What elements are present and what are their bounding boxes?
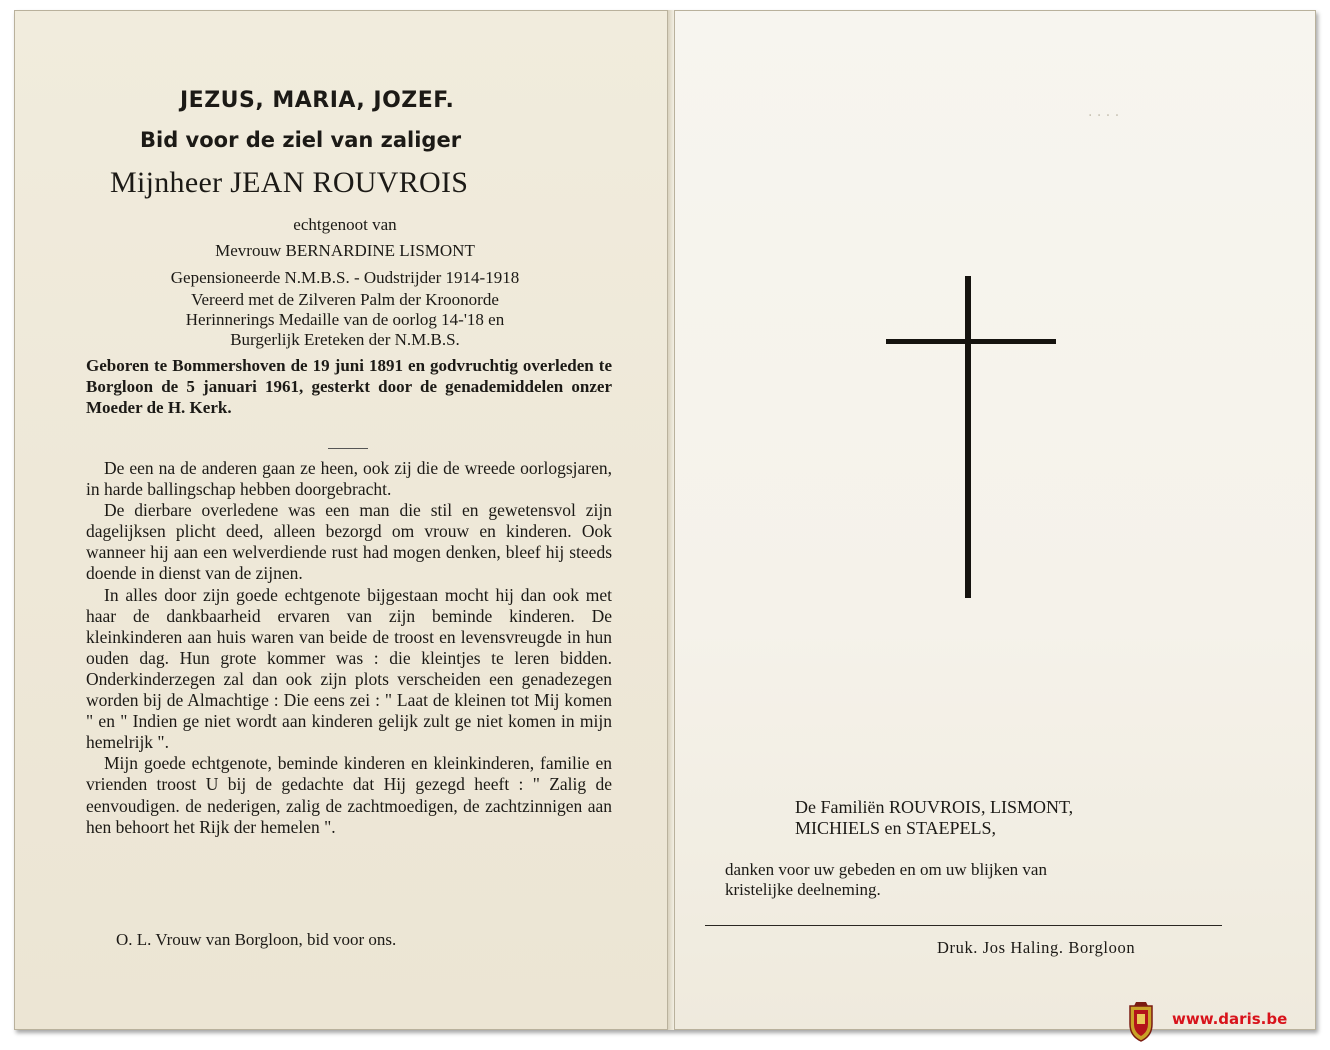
- title-line: Gepensioneerde N.M.B.S. - Oudstrijder 1914-1918: [170, 268, 520, 287]
- cross-horizontal-bar: [886, 339, 1056, 344]
- invocation-heading: JEZUS, MARIA, JOZEF.: [180, 88, 455, 113]
- thanks-line-1: danken voor uw gebeden en om uw blijken van: [725, 860, 1047, 879]
- section-divider: [328, 448, 368, 449]
- deceased-name: JEAN ROUVROIS: [230, 166, 469, 199]
- title-line: Burgerlijk Ereteken der N.M.B.S.: [230, 330, 460, 349]
- eulogy-paragraph: In alles door zijn goede echtgenote bijgestaan mocht hij dan ook met haar de dankbaarheid ervaren van zijn beminde kinderen. De kleinkinderen aan huis waren van beide de troost en levensvreugde in hun ouden dag. Hun grote kommer was : die kleintjes te leren bidden. Onderkinderzegen zal dan ook zijn plots verscheiden een genadezegen worden bij de Almachtige : Die eens zei : " Laat de kleinen tot Mij komen " en " Indien ge niet wordt aan kinderen gelijk zult ge niet komen in mijn hemelrijk ".: [86, 584, 612, 753]
- thanks-line-2: kristelijke deelneming.: [725, 880, 881, 899]
- title-line: Herinnerings Medaille van de oorlog 14-'18 en: [185, 310, 505, 329]
- cross-vertical-bar: [965, 276, 971, 598]
- prayer-request: Bid voor de ziel van zaliger: [140, 128, 462, 152]
- birth-death-statement: Geboren te Bommershoven de 19 juni 1891 en godvruchtig overleden te Borgloon de 5 januari 1961, gesterkt door de genademiddelen onzer Moeder de H. Kerk.: [86, 356, 612, 417]
- eulogy-paragraph: Mijn goede echtgenote, beminde kinderen en kleinkinderen, familie en vrienden troost U bij de gedachte dat Hij gezegd heeft : " Zalig de eenvoudigen. de nederigen, zalig de zachtmoedigen, de zachtzinnigen aan hen behoort het Rijk der hemelen ".: [86, 753, 612, 837]
- spouse-intro: echtgenoot van: [293, 215, 397, 234]
- printer-rule: [705, 925, 1222, 926]
- name-prefix: Mijnheer: [110, 166, 223, 199]
- website-watermark[interactable]: www.daris.be: [1172, 1010, 1288, 1028]
- title-line: Vereerd met de Zilveren Palm der Kroonorde: [191, 290, 499, 309]
- eulogy-paragraph: De dierbare overledene was een man die stil en gewetensvol zijn dagelijksen plicht deed, alleen bezorgd om vrouw en kinderen. Ook wanneer hij aan een welverdiende rust had mogen denken, bleef hij steeds doende in dienst van de zijnen.: [86, 500, 612, 584]
- spouse-name: Mevrouw BERNARDINE LISMONT: [215, 241, 475, 260]
- families-line-1: De Familiën ROUVROIS, LISMONT,: [795, 797, 1074, 817]
- deceased-name-line: [110, 166, 468, 200]
- eulogy-text: [86, 458, 612, 838]
- coat-of-arms-icon: [1126, 1000, 1156, 1042]
- printer-credit: Druk. Jos Haling. Borgloon: [937, 938, 1136, 957]
- faint-stamp: · · · ·: [1088, 108, 1120, 124]
- families-line-2: MICHIELS en STAEPELS,: [795, 818, 997, 838]
- closing-prayer: O. L. Vrouw van Borgloon, bid voor ons.: [116, 930, 397, 949]
- eulogy-paragraph: De een na de anderen gaan ze heen, ook zij die de wreede oorlogsjaren, in harde ballingschap hebben doorgebracht.: [86, 458, 612, 500]
